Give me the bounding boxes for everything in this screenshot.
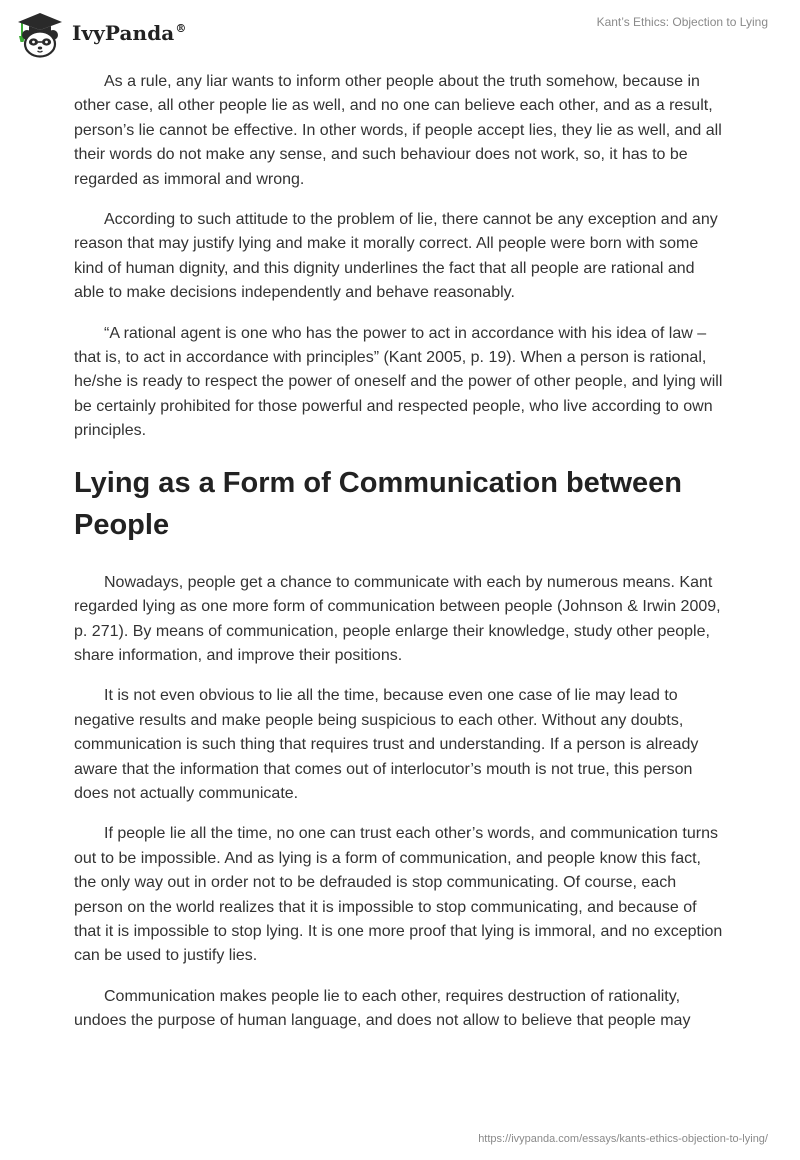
paragraph: “A rational agent is one who has the power to act in accordance with his idea of law – that is, to act in accordance with principles” (Kant 2005, p. 19). When a person is rational, he/she is ready to respect the power of oneself and the power of other people, and lying will be certainly prohibited for those powerful and respected people, who live according to own principles. <box>74 324 723 440</box>
paragraph: According to such attitude to the problem of lie, there cannot be any exception and any reason that may justify lying and make it morally correct. All people were born with some kind of human dignity, and this dignity underlines the fact that all people are rational and able to make decisions independently and behave reasonably. <box>74 211 718 302</box>
paragraph: Communication makes people lie to each other, requires destruction of rationality, undoes the purpose of human language, and does not allow to believe that people may <box>74 987 691 1030</box>
registered-mark: ® <box>175 22 187 36</box>
panda-graduation-cap-icon <box>14 8 66 58</box>
paragraph: It is not even obvious to lie all the time, because even one case of lie may lead to negative results and make people being suspicious to each other. Without any doubts, communication is such thing that requires trust and understanding. If a person is already aware that the information that comes out of interlocutor’s mouth is not true, this person does not actually communicate. <box>74 687 699 802</box>
paragraph: As a rule, any liar wants to inform other people about the truth somehow, because in other case, all other people lie as well, and no one can believe each other, and as a result, person’s lie cannot be effective. In other words, if people accept lies, they lie as well, and all their words do not make any sense, and such behaviour does not work, so, it has to be regarded as immoral and wrong. <box>74 73 722 188</box>
brand-name: IvyPanda® <box>72 21 187 45</box>
page-header <box>0 0 800 64</box>
paragraph: If people lie all the time, no one can trust each other’s words, and communication turns out to be impossible. And as lying is a form of communication, and people know this fact, the only way out in order not to be defrauded is stop communicating. Of course, each person on the world realizes that it is impossible to stop communicating, and because of that it is impossible to stop lying. It is one more proof that lying is immoral, and no exception can be used to justify lies. <box>74 825 723 965</box>
brand-logo[interactable] <box>14 8 186 58</box>
section-heading: Lying as a Form of Communication between People <box>74 466 682 541</box>
source-url[interactable]: https://ivypanda.com/essays/kants-ethics-objection-to-lying/ <box>478 1133 768 1145</box>
essay-content <box>74 70 724 1050</box>
document-title: Kant’s Ethics: Objection to Lying <box>596 15 768 29</box>
paragraph: Nowadays, people get a chance to communicate with each by numerous means. Kant regarded lying as one more form of communication between people (Johnson & Irwin 2009, p. 271). By means of communication, people enlarge their knowledge, study other people, share information, and improve their positions. <box>74 573 721 664</box>
